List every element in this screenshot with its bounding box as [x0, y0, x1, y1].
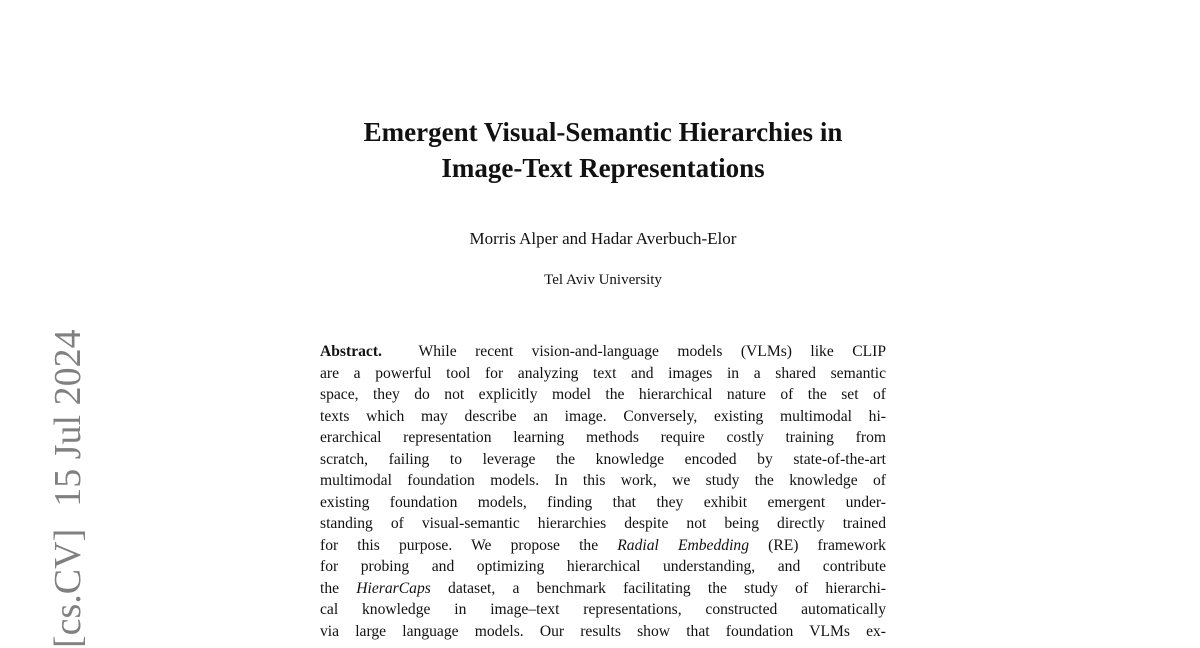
abstract-text: While recent vision-and-language models (VLMs) like CLIP	[418, 343, 886, 360]
abstract-line: multimodal foundation models. In this work, we study the knowledge of	[320, 472, 886, 489]
abstract-line: existing foundation models, finding that they exhibit emergent under-	[320, 493, 886, 511]
abstract-line: are a powerful tool for analyzing text and images in a shared semantic	[320, 364, 886, 382]
paper-title	[300, 114, 906, 186]
abstract-line: space, they do not explicitly model the hierarchical nature of the set of	[320, 386, 886, 403]
paper-affiliation: Tel Aviv University	[544, 272, 662, 288]
abstract-line: cal knowledge in image–text representations, constructed automatically	[320, 601, 886, 618]
abstract-emphasis: Radial Embedding	[617, 536, 749, 554]
abstract-line	[320, 578, 886, 600]
abstract-line: standing of visual-semantic hierarchies despite not being directly trained	[320, 515, 886, 532]
title-line-1: Emergent Visual-Semantic Hierarchies in	[363, 117, 843, 147]
abstract-line: erarchical representation learning methods require costly training from	[320, 429, 886, 446]
abstract-line: via large language models. Our results show that foundation VLMs ex-	[320, 622, 886, 640]
abstract-line: scratch, failing to leverage the knowledge encoded by state-of-the-art	[320, 450, 886, 468]
abstract-text: dataset, a benchmark facilitating the study of hierarchi-	[448, 579, 886, 597]
arxiv-side-stamp	[48, 307, 88, 648]
abstract-line	[320, 535, 886, 557]
abstract-line: for probing and optimizing hierarchical understanding, and contribute	[320, 558, 886, 575]
paper-authors: Morris Alper and Hadar Averbuch-Elor	[469, 229, 737, 248]
arxiv-date: 15 Jul 2024	[47, 329, 89, 507]
arxiv-category: [cs.CV]	[47, 528, 89, 648]
abstract-label: Abstract.	[320, 343, 382, 360]
abstract-line: texts which may describe an image. Conversely, existing multimodal hi-	[320, 407, 886, 425]
abstract-text: the	[320, 579, 340, 597]
title-line-2: Image-Text Representations	[441, 153, 765, 183]
abstract-line	[320, 341, 886, 363]
abstract-text: (RE) framework	[768, 536, 886, 554]
abstract	[320, 341, 886, 642]
abstract-text: for this purpose. We propose the	[320, 536, 599, 554]
abstract-emphasis: HierarCaps	[356, 579, 431, 597]
